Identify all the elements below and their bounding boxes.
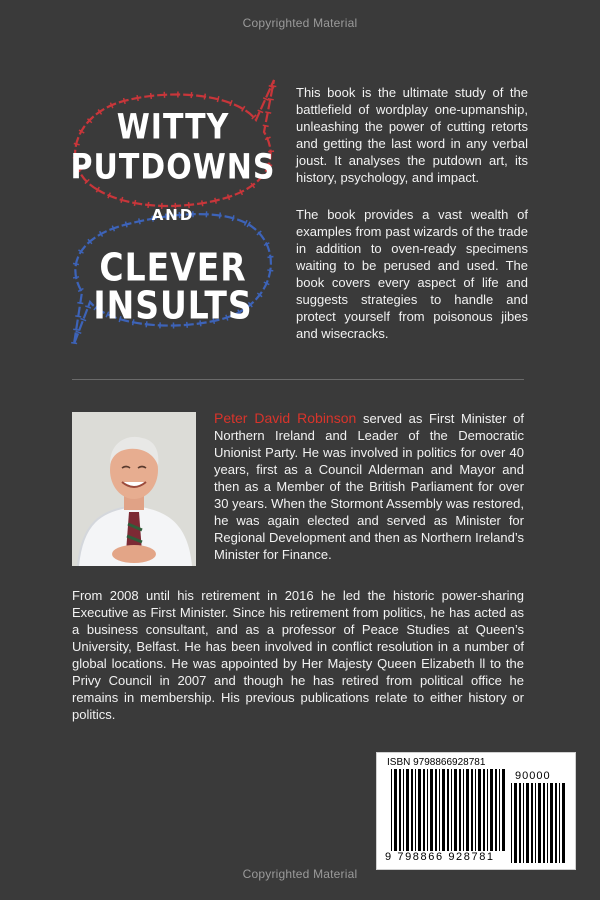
title-word-putdowns: PUTDOWNS xyxy=(70,147,276,188)
barcode-bar xyxy=(535,783,536,863)
title-logo xyxy=(68,72,278,352)
barcode-bar xyxy=(526,783,529,863)
barcode-bar xyxy=(447,769,449,851)
title-word-clever: CLEVER xyxy=(99,245,247,290)
author-portrait-image xyxy=(72,412,196,566)
isbn-barcode xyxy=(376,752,576,870)
barcode-bar xyxy=(495,769,497,851)
author-name: Peter David Robinson xyxy=(214,410,357,426)
barcode-bar xyxy=(514,783,517,863)
barcode-bar xyxy=(511,783,512,863)
barcode-bar xyxy=(459,769,461,851)
price-code: 90000 xyxy=(515,770,551,782)
barcode-bar xyxy=(555,783,557,863)
section-divider xyxy=(72,379,524,380)
barcode-bar xyxy=(538,783,541,863)
barcode-bar xyxy=(406,769,409,851)
barcode-bar xyxy=(394,769,397,851)
ean-barcode-bars xyxy=(391,769,505,853)
blurb-paragraph-1: This book is the ultimate study of the battlefield of wordplay one-upmanship, unleashing the power of cutting retorts and getting the last word in any verbal joust. It analyses the putdown art, its history, psychology, and impact. xyxy=(296,85,528,185)
barcode-digits: 9 798866 928781 xyxy=(385,851,495,863)
barcode-bar xyxy=(547,783,548,863)
barcode-bar xyxy=(463,769,464,851)
isbn-label: ISBN 9798866928781 xyxy=(387,757,486,768)
author-bio-intro-text: served as First Minister of Northern Ireland and Leader of the Democratic Unionist Party. He was involved in politics for over 40 years, first as a Council Alderman and Mayor and then as a Member of the British Parliament for over 30 years. When the Stormont Assembly was restored, he was again elected and served as Minister for Regional Development and then as Northern Ireland’s Minister for Finance. xyxy=(214,411,524,562)
blurb-paragraph-2: The book provides a vast wealth of examples from past wizards of the trade in addition to oven-ready specimens waiting to be perused and used. The book covers every aspect of life and suggests strategies to handle and protect yourself from poisonous jibes and wisecracks. xyxy=(296,207,528,341)
barcode-bar xyxy=(499,769,500,851)
copyright-watermark-top: Copyrighted Material xyxy=(242,16,358,30)
title-word-and: AND xyxy=(151,206,195,224)
barcode-bar xyxy=(475,769,476,851)
author-photo xyxy=(72,412,196,566)
author-bio-intro xyxy=(214,410,524,563)
barcode-bar xyxy=(487,769,488,851)
barcode-bar xyxy=(471,769,473,851)
barcode-bar xyxy=(391,769,392,851)
barcode-bar xyxy=(451,769,452,851)
barcode-bar xyxy=(423,769,425,851)
barcode-bar xyxy=(523,783,524,863)
barcode-bar xyxy=(411,769,413,851)
barcode-bar xyxy=(435,769,437,851)
barcode-bar xyxy=(531,783,533,863)
barcode-bar xyxy=(403,769,404,851)
barcode-bar xyxy=(454,769,457,851)
author-bio-continued: From 2008 until his retirement in 2016 he led the historic power-sharing Executive as First Minister. Since his retirement from politics, he has acted as a business consultant, and as a professor of Peace Studies at Queen’s University, Belfast. He has been involved in conflict resolution in a number of global locations. He was appointed by Her Majesty Queen Elizabeth ll to the Privy Council in 2007 and though he has retired from political office he remains in membership. His previous publications relate to either history or politics. xyxy=(72,588,524,722)
barcode-bar xyxy=(519,783,521,863)
copyright-watermark-bottom: Copyrighted Material xyxy=(242,867,358,881)
barcode-bar xyxy=(550,783,553,863)
title-word-witty: WITTY xyxy=(116,107,230,148)
barcode-bar xyxy=(427,769,428,851)
barcode-bar xyxy=(490,769,493,851)
barcode-bar xyxy=(478,769,481,851)
barcode-bar xyxy=(562,783,565,863)
barcode-bar xyxy=(418,769,421,851)
barcode-bar xyxy=(543,783,545,863)
title-word-insults: INSULTS xyxy=(93,283,253,328)
barcode-bar xyxy=(559,783,560,863)
addon-barcode-bars xyxy=(511,783,565,863)
barcode-bar xyxy=(502,769,505,851)
barcode-bar xyxy=(483,769,485,851)
barcode-bar xyxy=(430,769,433,851)
barcode-bar xyxy=(399,769,401,851)
barcode-bar xyxy=(439,769,440,851)
barcode-bar xyxy=(442,769,445,851)
barcode-bar xyxy=(415,769,416,851)
barcode-bar xyxy=(466,769,469,851)
